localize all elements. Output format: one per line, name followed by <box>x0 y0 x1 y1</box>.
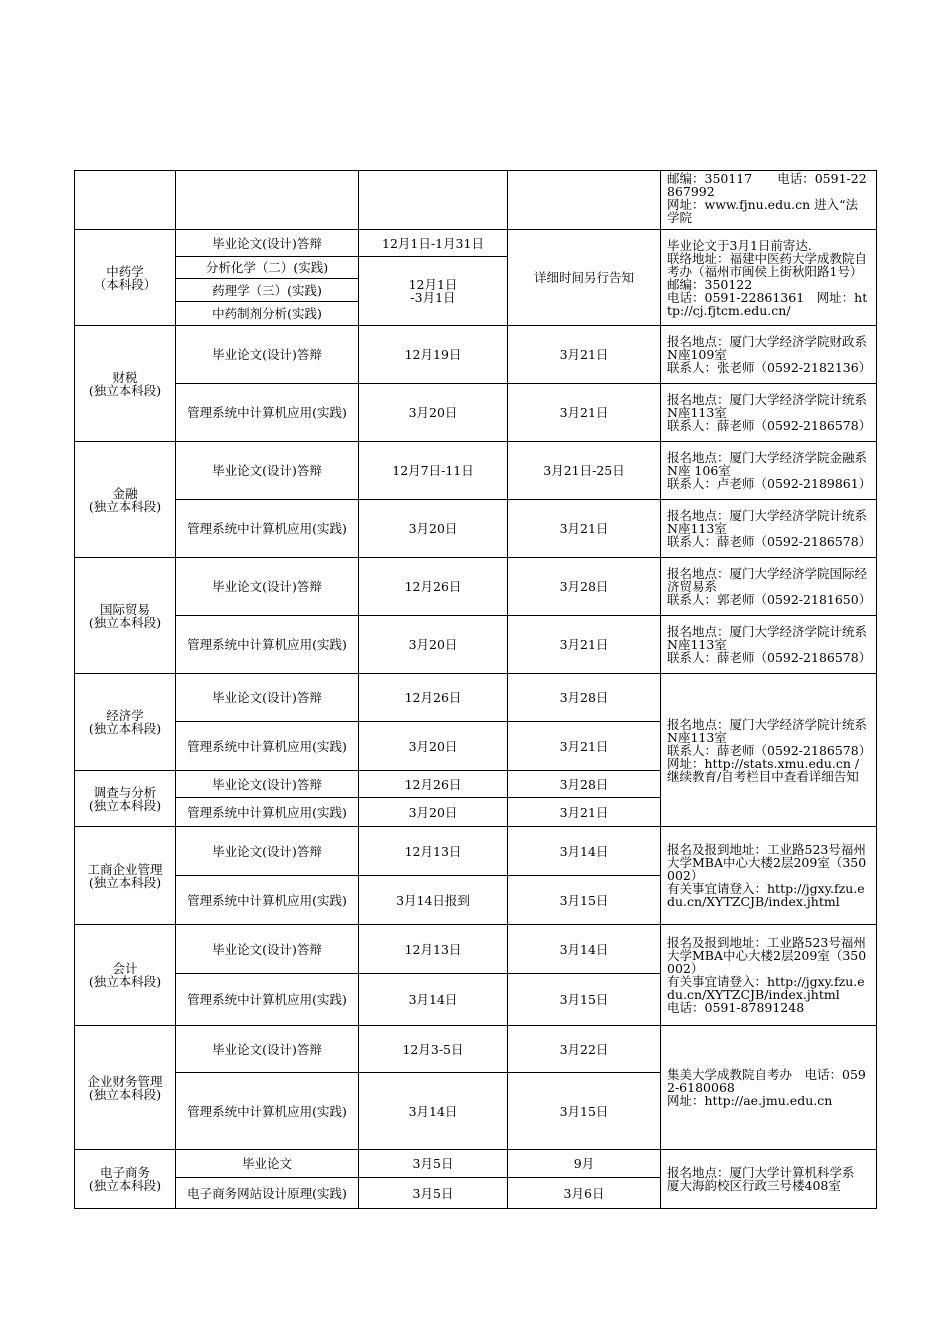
apply-time-cell: 12月26日 <box>359 558 508 616</box>
contact-line: 联络地址：福建中医药大学成教院自考办（福州市闽侯上街秋阳路1号）邮编：350122 <box>667 250 868 292</box>
exam-time-cell: 3月21日 <box>508 384 661 442</box>
major-level: (独立本科段) <box>88 614 162 630</box>
contact-line: 报名及报到地址：工业路523号福州大学MBA中心大楼2层209室（350002） <box>667 935 867 976</box>
course-cell <box>176 171 359 230</box>
apply-time-cell: 12月3-5日 <box>359 1026 508 1073</box>
contact-line: 联系人：郭老师（0592-2181650） <box>667 592 872 607</box>
major-cell <box>75 326 176 442</box>
major-level: (独立本科段) <box>88 874 162 890</box>
apply-time-line: 12月1日 <box>408 277 458 292</box>
apply-time-cell: 3月5日 <box>359 1178 508 1209</box>
exam-time-cell: 3月21日 <box>508 722 661 771</box>
schedule-table <box>74 170 877 1209</box>
contact-cell <box>661 925 877 1026</box>
course-cell: 管理系统中计算机应用(实践) <box>176 974 359 1026</box>
contact-line: 网址：http://ae.jmu.edu.cn <box>667 1093 833 1108</box>
exam-time-cell: 3月21日 <box>508 616 661 674</box>
table-row <box>75 500 877 558</box>
contact-line: 有关事宜请登入：http://jgxy.fzu.edu.cn/XYTZCJB/index.jhtml <box>667 974 865 1002</box>
major-level: (独立本科段) <box>88 382 162 398</box>
major-cell <box>75 230 176 326</box>
table-row <box>75 384 877 442</box>
exam-time-cell: 3月15日 <box>508 974 661 1026</box>
contact-line: 毕业论文于3月1日前寄达. <box>667 237 812 253</box>
table-row <box>75 326 877 384</box>
table-row <box>75 1026 877 1073</box>
course-cell: 管理系统中计算机应用(实践) <box>176 384 359 442</box>
major-name: 财税 <box>112 369 138 385</box>
course-cell: 管理系统中计算机应用(实践) <box>176 500 359 558</box>
table-row <box>75 230 877 257</box>
contact-cell <box>661 616 877 674</box>
major-name: 工商企业管理 <box>87 861 163 877</box>
table-row <box>75 558 877 616</box>
contact-cell <box>661 674 877 827</box>
contact-line: 电话：0591-22861361 网址：http://cj.fjtcm.edu.cn/ <box>667 289 868 318</box>
course-cell: 毕业论文(设计)答辩 <box>176 230 359 257</box>
contact-line: 联系人：薛老师（0592-2186578） <box>667 742 872 758</box>
contact-line: 报名及报到地址：工业路523号福州大学MBA中心大楼2层209室（350002） <box>667 842 867 883</box>
contact-cell <box>661 827 877 925</box>
exam-time-cell <box>508 171 661 230</box>
course-cell: 毕业论文(设计)答辩 <box>176 771 359 798</box>
course-cell: 分析化学（二）(实践) <box>176 257 359 279</box>
contact-line: 联系人：薛老师（0592-2186578） <box>667 534 872 549</box>
contact-line: 报名地点：厦门大学经济学院国际经济贸易系 <box>667 566 868 594</box>
contact-line: 联系人：薛老师（0592-2186578） <box>667 418 872 433</box>
contact-cell <box>661 1150 877 1209</box>
major-level: (独立本科段) <box>88 797 162 813</box>
course-cell: 管理系统中计算机应用(实践) <box>176 616 359 674</box>
contact-line: 邮编：350117 电话：0591-22867992 <box>667 171 867 199</box>
major-name: 金融 <box>112 485 138 501</box>
exam-time-cell: 3月6日 <box>508 1178 661 1209</box>
major-cell <box>75 827 176 925</box>
major-level: (独立本科段) <box>88 974 162 989</box>
course-cell: 毕业论文(设计)答辩 <box>176 326 359 384</box>
exam-time-cell: 3月28日 <box>508 558 661 616</box>
table-row <box>75 827 877 876</box>
major-level: (独立本科段) <box>88 721 162 736</box>
apply-time-cell: 12月13日 <box>359 827 508 876</box>
contact-cell <box>661 558 877 616</box>
contact-line: 报名地点：厦门大学经济学院金融系N座 106室 <box>667 450 868 478</box>
major-cell <box>75 1026 176 1150</box>
table-row <box>75 925 877 974</box>
exam-time-cell: 3月21日 <box>508 500 661 558</box>
major-level: （本科段） <box>93 276 157 292</box>
contact-cell <box>661 171 877 230</box>
course-cell: 管理系统中计算机应用(实践) <box>176 798 359 827</box>
major-cell <box>75 1150 176 1209</box>
exam-time-cell: 3月14日 <box>508 925 661 974</box>
contact-line: 报名地点：厦门大学计算机科学系 <box>667 1165 855 1180</box>
major-name: 经济学 <box>106 708 144 723</box>
course-cell: 毕业论文(设计)答辩 <box>176 827 359 876</box>
contact-line: 网址：http://stats.xmu.edu.cn /继续教育/自考栏目中查看详细告知 <box>667 755 860 784</box>
apply-time-cell: 3月20日 <box>359 500 508 558</box>
table-row <box>75 674 877 722</box>
course-cell: 管理系统中计算机应用(实践) <box>176 876 359 925</box>
major-level: (独立本科段) <box>88 1178 162 1193</box>
major-level: (独立本科段) <box>88 1086 162 1102</box>
apply-time-cell: 3月14日 <box>359 1073 508 1150</box>
apply-time-cell: 3月20日 <box>359 798 508 827</box>
course-cell: 管理系统中计算机应用(实践) <box>176 722 359 771</box>
contact-cell <box>661 442 877 500</box>
major-name: 企业财务管理 <box>87 1073 163 1089</box>
contact-line: 网址：www.fjnu.edu.cn 进入“法学院 <box>667 197 859 225</box>
apply-time-cell <box>359 171 508 230</box>
contact-line: 联系人：薛老师（0592-2186578） <box>667 650 872 665</box>
exam-time-cell: 3月28日 <box>508 674 661 722</box>
major-cell <box>75 674 176 771</box>
apply-time-cell: 3月5日 <box>359 1150 508 1178</box>
course-cell: 毕业论文(设计)答辩 <box>176 1026 359 1073</box>
apply-time-cell: 3月14日 <box>359 974 508 1026</box>
contact-line: 厦大海韵校区行政三号楼408室 <box>667 1178 841 1193</box>
exam-time-cell: 3月21日 <box>508 326 661 384</box>
table-row <box>75 1150 877 1178</box>
exam-time-cell: 3月28日 <box>508 771 661 798</box>
apply-time-cell: 3月20日 <box>359 616 508 674</box>
course-cell: 毕业论文(设计)答辩 <box>176 442 359 500</box>
exam-time-cell: 3月15日 <box>508 1073 661 1150</box>
course-cell: 药理学（三）(实践) <box>176 279 359 302</box>
apply-time-cell: 12月26日 <box>359 771 508 798</box>
exam-time-cell: 3月14日 <box>508 827 661 876</box>
apply-time-cell: 12月13日 <box>359 925 508 974</box>
contact-line: 电话：0591-87891248 <box>667 1000 805 1015</box>
table-row <box>75 442 877 500</box>
contact-cell <box>661 500 877 558</box>
contact-line: 报名地点：厦门大学经济学院计统系N座113室 <box>667 508 868 536</box>
apply-time-cell: 3月20日 <box>359 384 508 442</box>
exam-time-cell: 3月15日 <box>508 876 661 925</box>
major-level: (独立本科段) <box>88 498 162 514</box>
apply-time-cell: 12月7日-11日 <box>359 442 508 500</box>
major-name: 中药学 <box>106 263 144 279</box>
course-cell: 管理系统中计算机应用(实践) <box>176 1073 359 1150</box>
apply-time-cell: 3月14日报到 <box>359 876 508 925</box>
major-name: 国际贸易 <box>99 601 150 617</box>
exam-time-cell: 3月21日-25日 <box>508 442 661 500</box>
contact-line: 联系人：卢老师（0592-2189861） <box>667 476 872 491</box>
course-cell: 毕业论文(设计)答辩 <box>176 674 359 722</box>
apply-time-cell: 12月26日 <box>359 674 508 722</box>
major-cell <box>75 771 176 827</box>
course-cell: 中药制剂分析(实践) <box>176 302 359 326</box>
major-name: 调查与分析 <box>93 784 157 800</box>
exam-time-cell: 详细时间另行告知 <box>508 230 661 326</box>
contact-line: 报名地点：厦门大学经济学院计统系N座113室 <box>667 624 868 652</box>
contact-line: 报名地点：厦门大学经济学院计统系N座113室 <box>667 392 868 420</box>
apply-time-cell: 12月19日 <box>359 326 508 384</box>
contact-cell <box>661 326 877 384</box>
contact-cell <box>661 1026 877 1150</box>
apply-time-line: -3月1日 <box>410 290 456 305</box>
major-cell <box>75 171 176 230</box>
major-name: 电子商务 <box>99 1165 150 1180</box>
contact-cell <box>661 384 877 442</box>
course-cell: 毕业论文(设计)答辩 <box>176 558 359 616</box>
apply-time-cell: 12月1日-1月31日 <box>359 230 508 257</box>
table-row <box>75 171 877 230</box>
major-cell <box>75 558 176 674</box>
apply-time-cell: 3月20日 <box>359 722 508 771</box>
course-cell: 毕业论文 <box>176 1150 359 1178</box>
table-row <box>75 616 877 674</box>
apply-time-cell <box>359 257 508 326</box>
contact-cell <box>661 230 877 326</box>
contact-line: 有关事宜请登入：http://jgxy.fzu.edu.cn/XYTZCJB/index.jhtml <box>667 881 865 909</box>
course-cell: 电子商务网站设计原理(实践) <box>176 1178 359 1209</box>
course-cell: 毕业论文(设计)答辩 <box>176 925 359 974</box>
exam-time-cell: 3月21日 <box>508 798 661 827</box>
contact-line: 报名地点：厦门大学经济学院计统系N座113室 <box>667 716 868 745</box>
contact-line: 集美大学成教院自考办 电话：0592-6180068 <box>667 1067 866 1095</box>
major-cell <box>75 925 176 1026</box>
exam-time-cell: 3月22日 <box>508 1026 661 1073</box>
major-name: 会计 <box>112 961 138 976</box>
contact-line: 报名地点：厦门大学经济学院财政系N座109室 <box>667 334 868 362</box>
exam-time-cell: 9月 <box>508 1150 661 1178</box>
contact-line: 联系人：张老师（0592-2182136） <box>667 360 872 375</box>
major-cell <box>75 442 176 558</box>
